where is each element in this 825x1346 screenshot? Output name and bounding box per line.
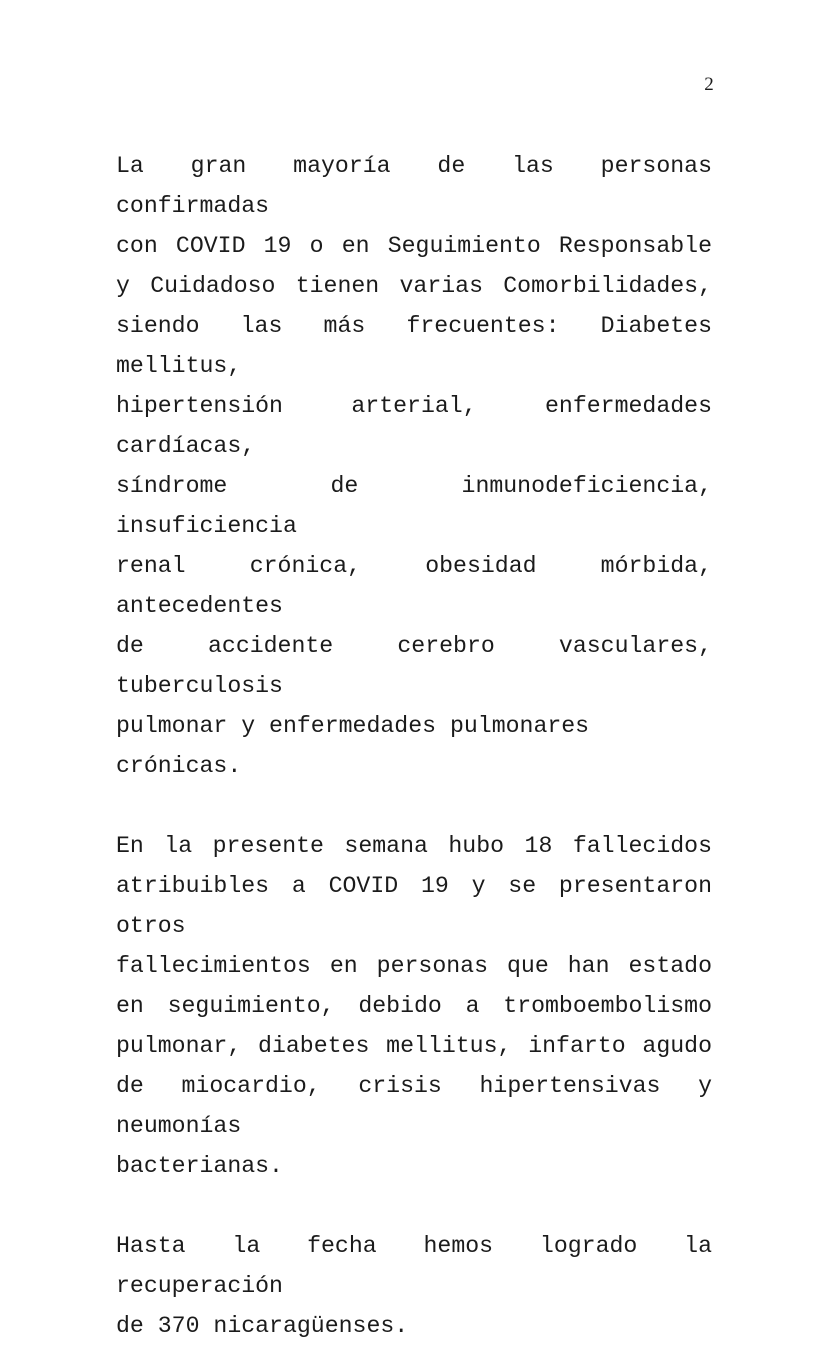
paragraph-recuperados bbox=[116, 1226, 726, 1346]
text-line: fallecimientos en personas que han estado bbox=[116, 953, 712, 979]
text-line: En la presente semana hubo 18 fallecidos bbox=[116, 833, 712, 859]
paragraph-fallecidos bbox=[116, 826, 726, 1186]
text-line: en seguimiento, debido a tromboembolismo bbox=[116, 993, 712, 1019]
text-line: atribuibles a COVID 19 y se presentaron otros bbox=[116, 873, 726, 939]
text-line: Hasta la fecha hemos logrado la recuperación bbox=[116, 1233, 726, 1299]
paragraph-comorbilidades bbox=[116, 146, 726, 786]
text-line: renal crónica, obesidad mórbida, antecedentes bbox=[116, 553, 726, 619]
text-line: pulmonar, diabetes mellitus, infarto agudo bbox=[116, 1033, 712, 1059]
text-line: siendo las más frecuentes: Diabetes mellitus, bbox=[116, 313, 726, 379]
text-line: de accidente cerebro vasculares, tuberculosis bbox=[116, 633, 726, 699]
text-line: pulmonar y enfermedades pulmonares crónicas. bbox=[116, 713, 604, 779]
text-line: con COVID 19 o en Seguimiento Responsable bbox=[116, 233, 712, 259]
document-body bbox=[116, 146, 726, 1346]
text-line: La gran mayoría de las personas confirmadas bbox=[116, 153, 726, 219]
text-line: de miocardio, crisis hipertensivas y neumonías bbox=[116, 1073, 726, 1139]
text-line: de 370 nicaragüenses. bbox=[116, 1313, 409, 1339]
text-line: y Cuidadoso tienen varias Comorbilidades, bbox=[116, 273, 712, 299]
page-number: 2 bbox=[704, 74, 714, 95]
text-line: bacterianas. bbox=[116, 1153, 283, 1179]
text-line: síndrome de inmunodeficiencia, insuficiencia bbox=[116, 473, 726, 539]
text-line: hipertensión arterial, enfermedades cardíacas, bbox=[116, 393, 726, 459]
